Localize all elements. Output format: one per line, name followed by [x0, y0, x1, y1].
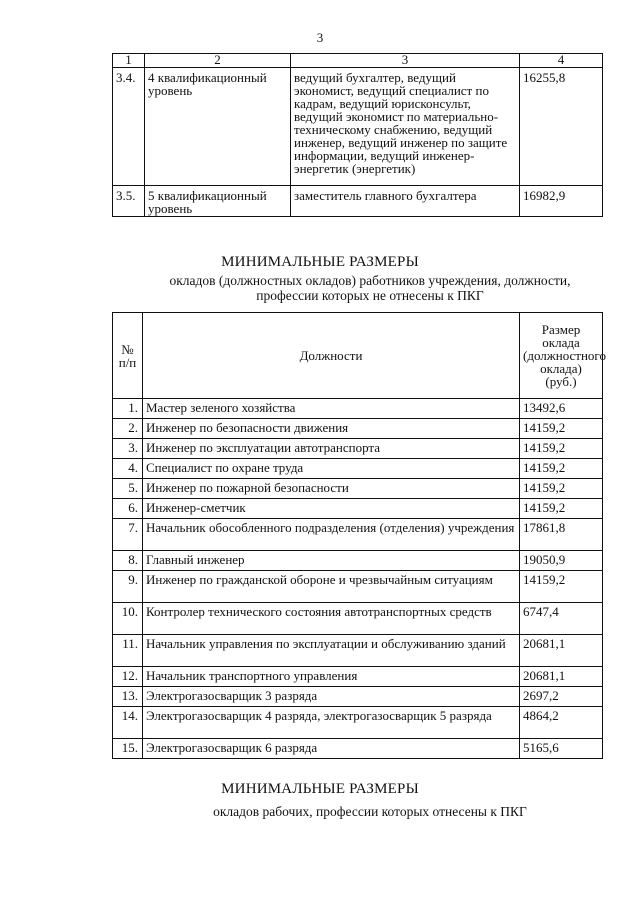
positions-salary-table: [112, 312, 606, 759]
position-name: Главный инженер: [143, 551, 520, 571]
position-name: Инженер по пожарной безопасности: [143, 479, 520, 499]
column-number: 3: [291, 54, 520, 68]
table-row: [113, 603, 603, 635]
row-number: 13.: [113, 687, 143, 707]
qualification-level: 5 квалификационный уровень: [145, 186, 291, 217]
row-number: 12.: [113, 667, 143, 687]
section-subtitle: окладов (должностных окладов) работников учреждения, должности, профессии которых не отнесены к ПКГ: [169, 273, 571, 303]
row-number: 1.: [113, 399, 143, 419]
position-name: Начальник транспортного управления: [143, 667, 520, 687]
salary-value: 14159,2: [520, 499, 603, 519]
salary-value: 14159,2: [520, 571, 603, 603]
salary-value: 20681,1: [520, 635, 603, 667]
salary-value: 16982,9: [520, 186, 603, 217]
row-number: 3.4.: [113, 68, 145, 186]
table-row: [113, 419, 603, 439]
row-number: 2.: [113, 419, 143, 439]
table-row: [113, 439, 603, 459]
column-number: 2: [145, 54, 291, 68]
table-row: [113, 519, 603, 551]
table-row: [113, 551, 603, 571]
header-number: № п/п: [113, 313, 143, 399]
position-name: Мастер зеленого хозяйства: [143, 399, 520, 419]
section-subtitle: окладов рабочих, профессии которых отнесены к ПКГ: [213, 804, 527, 819]
position-name: Инженер по безопасности движения: [143, 419, 520, 439]
position-list: ведущий бухгалтер, ведущий экономист, ведущий специалист по кадрам, ведущий юрисконсульт, ведущий экономист по материально-техническому снабжению, ведущий инженер, ведущий инженер по защите информации, ведущий инженер-энергетик (энергетик): [291, 68, 520, 186]
table-row: [113, 707, 603, 739]
qualification-levels-table: [112, 53, 603, 217]
table-row: [113, 687, 603, 707]
table-row: [113, 667, 603, 687]
position-name: Инженер по эксплуатации автотранспорта: [143, 439, 520, 459]
row-number: 6.: [113, 499, 143, 519]
salary-value: 2697,2: [520, 687, 603, 707]
table-row: [113, 68, 603, 186]
row-number: 8.: [113, 551, 143, 571]
row-number: 10.: [113, 603, 143, 635]
row-number: 3.: [113, 439, 143, 459]
salary-value: 20681,1: [520, 667, 603, 687]
position-name: Специалист по охране труда: [143, 459, 520, 479]
position-name: Инженер по гражданской обороне и чрезвычайным ситуациям: [143, 571, 520, 603]
salary-value: 5165,6: [520, 739, 603, 759]
section-title: МИНИМАЛЬНЫЕ РАЗМЕРЫ: [221, 254, 419, 270]
table-row: [113, 479, 603, 499]
salary-value: 14159,2: [520, 459, 603, 479]
table-row: [113, 571, 603, 603]
table-row: [113, 499, 603, 519]
table-row: [113, 186, 603, 217]
table-row: [113, 635, 603, 667]
position-name: Контролер технического состояния автотранспортных средств: [143, 603, 520, 635]
header-position: Должности: [143, 313, 520, 399]
table-row: [113, 459, 603, 479]
salary-value: 14159,2: [520, 419, 603, 439]
table-row: [113, 399, 603, 419]
column-number: 1: [113, 54, 145, 68]
row-number: 9.: [113, 571, 143, 603]
column-number: 4: [520, 54, 603, 68]
salary-value: 16255,8: [520, 68, 603, 186]
position-list: заместитель главного бухгалтера: [291, 186, 520, 217]
section-title: МИНИМАЛЬНЫЕ РАЗМЕРЫ: [221, 781, 419, 797]
row-number: 7.: [113, 519, 143, 551]
salary-value: 6747,4: [520, 603, 603, 635]
table-header-row: [113, 54, 603, 68]
row-number: 3.5.: [113, 186, 145, 217]
row-number: 4.: [113, 459, 143, 479]
salary-value: 14159,2: [520, 439, 603, 459]
position-name: Начальник управления по эксплуатации и обслуживанию зданий: [143, 635, 520, 667]
position-name: Электрогазосварщик 3 разряда: [143, 687, 520, 707]
position-name: Электрогазосварщик 6 разряда: [143, 739, 520, 759]
row-number: 14.: [113, 707, 143, 739]
salary-value: 13492,6: [520, 399, 603, 419]
salary-value: 14159,2: [520, 479, 603, 499]
position-name: Инженер-сметчик: [143, 499, 520, 519]
salary-value: 17861,8: [520, 519, 603, 551]
position-name: Электрогазосварщик 4 разряда, электрогазосварщик 5 разряда: [143, 707, 520, 739]
header-salary: Размер оклада (должностного оклада) (руб.): [520, 313, 603, 399]
row-number: 15.: [113, 739, 143, 759]
row-number: 11.: [113, 635, 143, 667]
salary-value: 19050,9: [520, 551, 603, 571]
salary-value: 4864,2: [520, 707, 603, 739]
table-header-row: [113, 313, 603, 399]
page-number: 3: [316, 30, 324, 45]
position-name: Начальник обособленного подразделения (отделения) учреждения: [143, 519, 520, 551]
row-number: 5.: [113, 479, 143, 499]
qualification-level: 4 квалификационный уровень: [145, 68, 291, 186]
table-row: [113, 739, 603, 759]
